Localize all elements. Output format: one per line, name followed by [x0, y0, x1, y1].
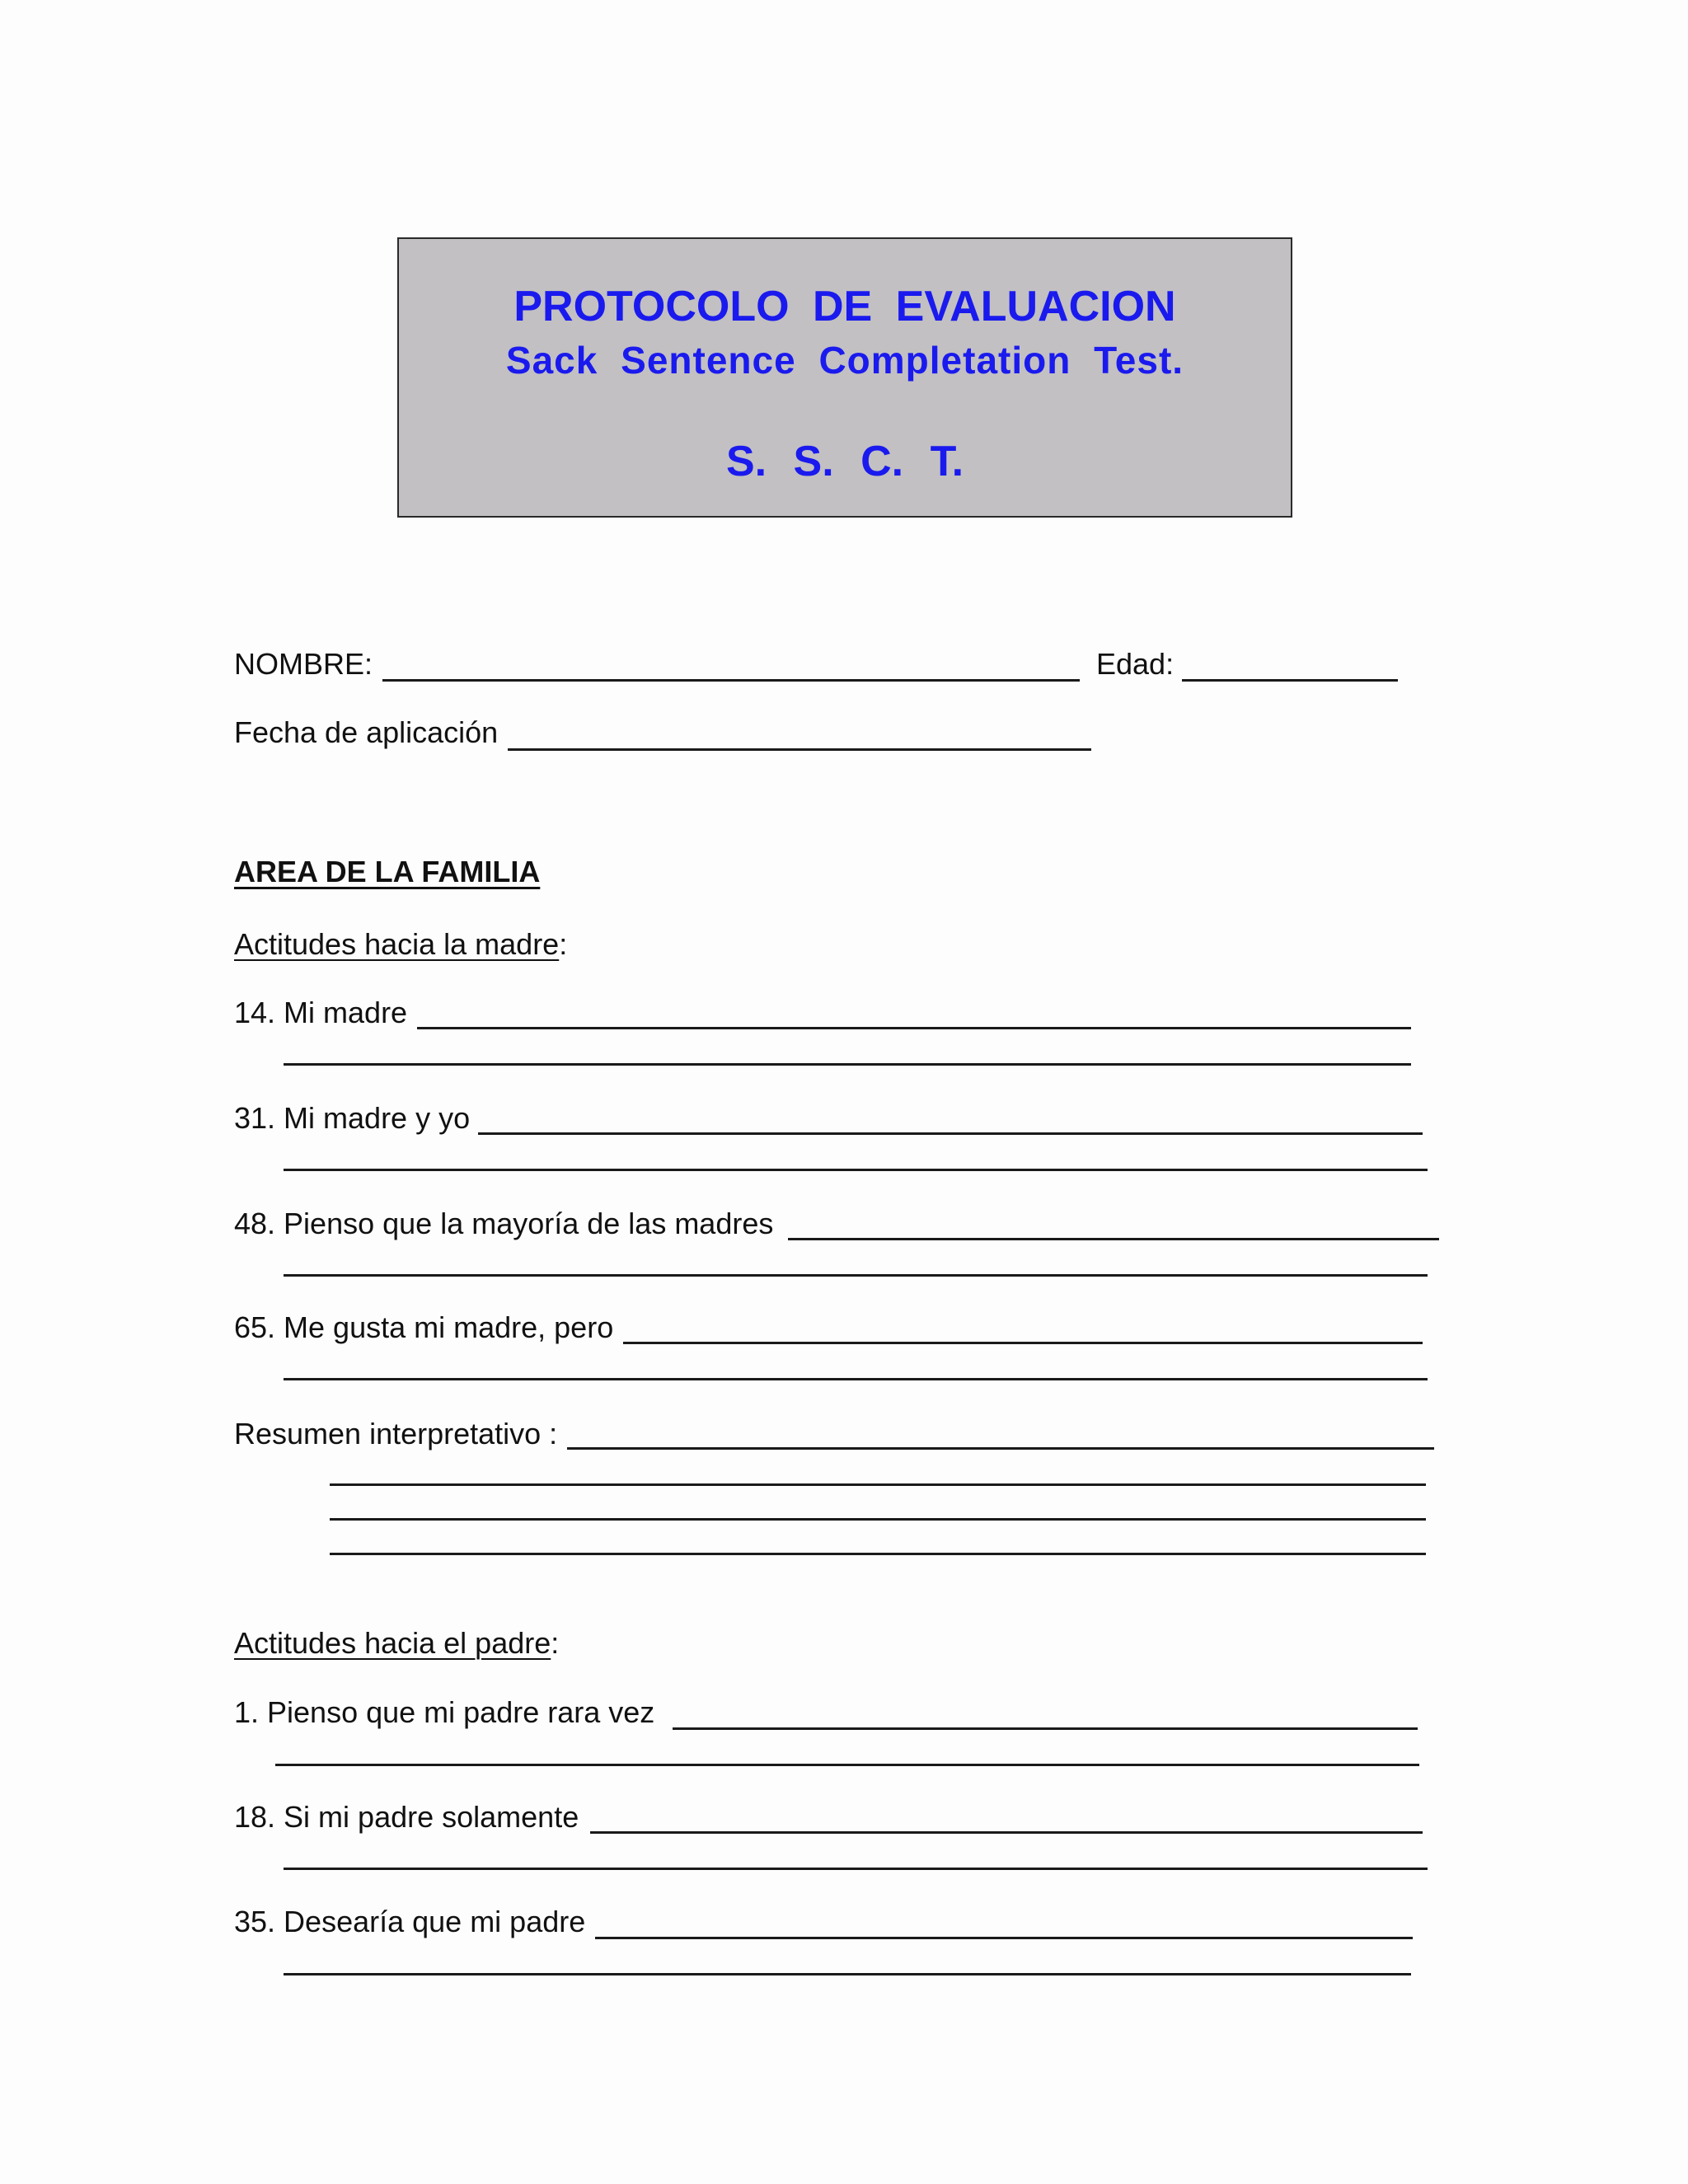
answer-line[interactable]: [595, 1937, 1413, 1939]
title-box: [397, 237, 1292, 518]
name-field-line[interactable]: [382, 679, 1080, 682]
father-item-1: 1. Pienso que mi padre rara vez: [234, 1695, 655, 1729]
father-heading-text: Actitudes hacia el padre: [234, 1626, 551, 1660]
summary-label: Resumen interpretativo :: [234, 1417, 558, 1451]
mother-heading: [234, 928, 567, 961]
father-item-18: 18. Si mi padre solamente: [234, 1800, 579, 1834]
father-heading: [234, 1627, 559, 1660]
answer-line[interactable]: [788, 1238, 1439, 1240]
answer-line[interactable]: [478, 1132, 1423, 1135]
name-label: NOMBRE:: [234, 647, 373, 681]
father-item-35: 35. Desearía que mi padre: [234, 1905, 586, 1938]
summary-line[interactable]: [330, 1553, 1426, 1555]
mother-heading-text: Actitudes hacia la madre: [234, 927, 560, 961]
answer-line[interactable]: [284, 1274, 1428, 1277]
document-title: PROTOCOLO DE EVALUACION: [513, 283, 1176, 330]
mother-item-14: 14. Mi madre: [234, 996, 408, 1029]
answer-line[interactable]: [284, 1063, 1411, 1066]
answer-line[interactable]: [284, 1973, 1411, 1975]
mother-item-31: 31. Mi madre y yo: [234, 1101, 471, 1135]
age-label: Edad:: [1096, 647, 1175, 681]
answer-line[interactable]: [417, 1027, 1411, 1029]
document-subtitle: Sack Sentence Completation Test.: [505, 339, 1184, 382]
mother-item-65: 65. Me gusta mi madre, pero: [234, 1310, 614, 1344]
summary-line[interactable]: [330, 1518, 1426, 1521]
section-title: AREA DE LA FAMILIA: [234, 855, 541, 888]
date-label: Fecha de aplicación: [234, 715, 499, 749]
summary-line[interactable]: [330, 1483, 1426, 1486]
document-acronym: S. S. C. T.: [725, 438, 964, 485]
father-heading-colon: :: [551, 1626, 560, 1660]
answer-line[interactable]: [623, 1342, 1423, 1344]
mother-heading-colon: :: [559, 927, 568, 961]
answer-line[interactable]: [673, 1727, 1418, 1730]
answer-line[interactable]: [284, 1169, 1428, 1171]
summary-line[interactable]: [567, 1447, 1434, 1450]
mother-item-48: 48. Pienso que la mayoría de las madres: [234, 1207, 774, 1240]
answer-line[interactable]: [590, 1831, 1423, 1834]
answer-line[interactable]: [284, 1868, 1428, 1870]
answer-line[interactable]: [284, 1378, 1428, 1380]
age-field-line[interactable]: [1182, 679, 1398, 682]
date-field-line[interactable]: [508, 748, 1091, 751]
answer-line[interactable]: [275, 1764, 1419, 1766]
